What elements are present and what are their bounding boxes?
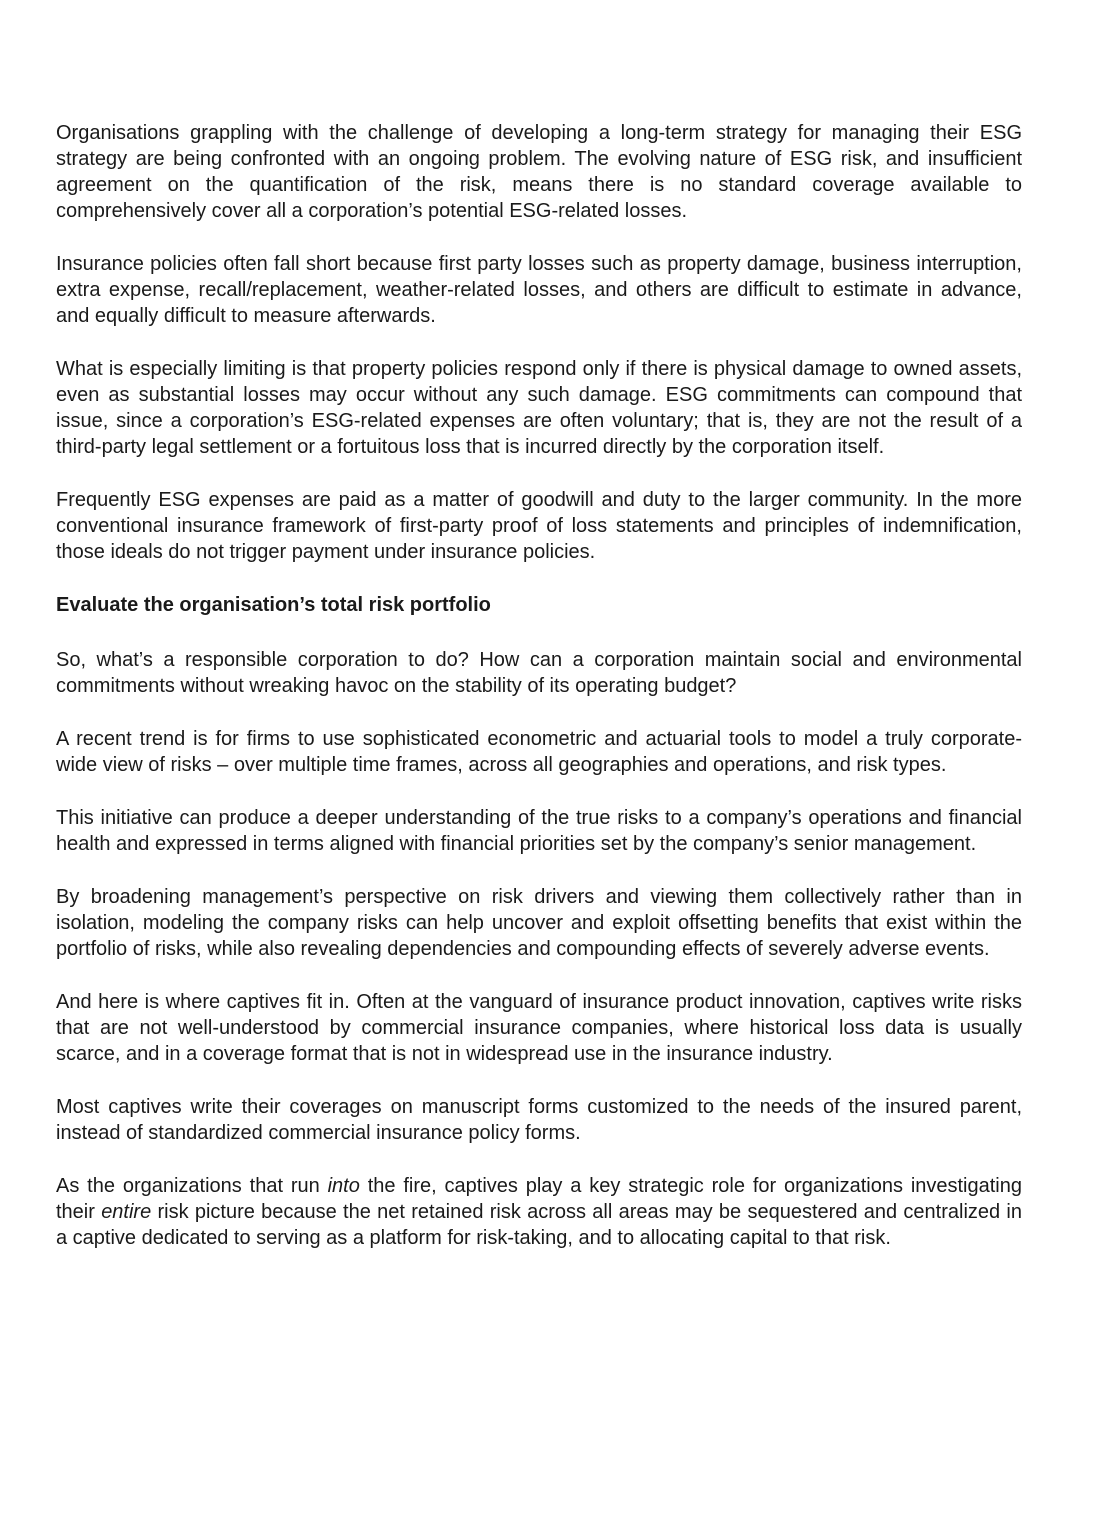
paragraph-broadening-perspective: By broadening management’s perspective on risk drivers and viewing them collectively rather than in isolation, modeling the company risks can help uncover and exploit offsetting benefits that exist within the portfolio of risks, while also revealing dependencies and compounding effects of severely adverse events. (56, 886, 1022, 960)
final-emphasis-entire: entire (101, 1201, 152, 1223)
paragraph-run-into-fire (56, 1173, 1022, 1251)
final-text-part1: As the organizations that run (56, 1175, 328, 1197)
paragraph-esg-strategy: Organisations grappling with the challenge of developing a long-term strategy for managing their ESG strategy are being confronted with an ongoing problem. The evolving nature of ESG risk, and insufficient agreement on the quantification of the risk, means there is no standard coverage available to comprehensively cover all a corporation’s potential ESG-related losses. (56, 122, 1022, 222)
final-emphasis-into: into (327, 1175, 360, 1197)
paragraph-goodwill-expenses: Frequently ESG expenses are paid as a matter of goodwill and duty to the larger community. In the more conventional insurance framework of first-party proof of loss statements and principles of indemnification, those ideals do not trigger payment under insurance policies. (56, 489, 1022, 563)
paragraph-initiative: This initiative can produce a deeper understanding of the true risks to a company’s operations and financial health and expressed in terms aligned with financial priorities set by the company’s senior management. (56, 807, 1022, 855)
paragraph-recent-trend: A recent trend is for firms to use sophisticated econometric and actuarial tools to model a truly corporate-wide view of risks – over multiple time frames, across all geographies and operations, and risk types. (56, 728, 1022, 776)
section-heading: Evaluate the organisation’s total risk portfolio (56, 594, 491, 616)
paragraph-captives-fit: And here is where captives fit in. Often at the vanguard of insurance product innovation, captives write risks that are not well-understood by commercial insurance companies, where historical loss data is usually scarce, and in a coverage format that is not in widespread use in the insurance industry. (56, 991, 1022, 1065)
paragraph-insurance-shortfall: Insurance policies often fall short because first party losses such as property damage, business interruption, extra expense, recall/replacement, weather-related losses, and others are difficult to estimate in advance, and equally difficult to measure afterwards. (56, 253, 1022, 327)
document-page (56, 120, 1022, 1278)
final-text-part2: the fire, captives play a key strategic role for organizations investigating their (56, 1175, 1022, 1223)
final-text-part3: risk picture because the net retained risk across all areas may be sequestered and centralized in a captive dedicated to serving as a platform for risk-taking, and to allocating capital to that risk. (56, 1201, 1022, 1249)
paragraph-manuscript-forms: Most captives write their coverages on manuscript forms customized to the needs of the insured parent, instead of standardized commercial insurance policy forms. (56, 1096, 1022, 1144)
paragraph-responsible-corporation: So, what’s a responsible corporation to do? How can a corporation maintain social and environmental commitments without wreaking havoc on the stability of its operating budget? (56, 649, 1022, 697)
paragraph-property-policies: What is especially limiting is that property policies respond only if there is physical damage to owned assets, even as substantial losses may occur without any such damage. ESG commitments can compound that issue, since a corporation’s ESG-related expenses are often voluntary; that is, they are not the result of a third-party legal settlement or a fortuitous loss that is incurred directly by the corporation itself. (56, 358, 1022, 458)
